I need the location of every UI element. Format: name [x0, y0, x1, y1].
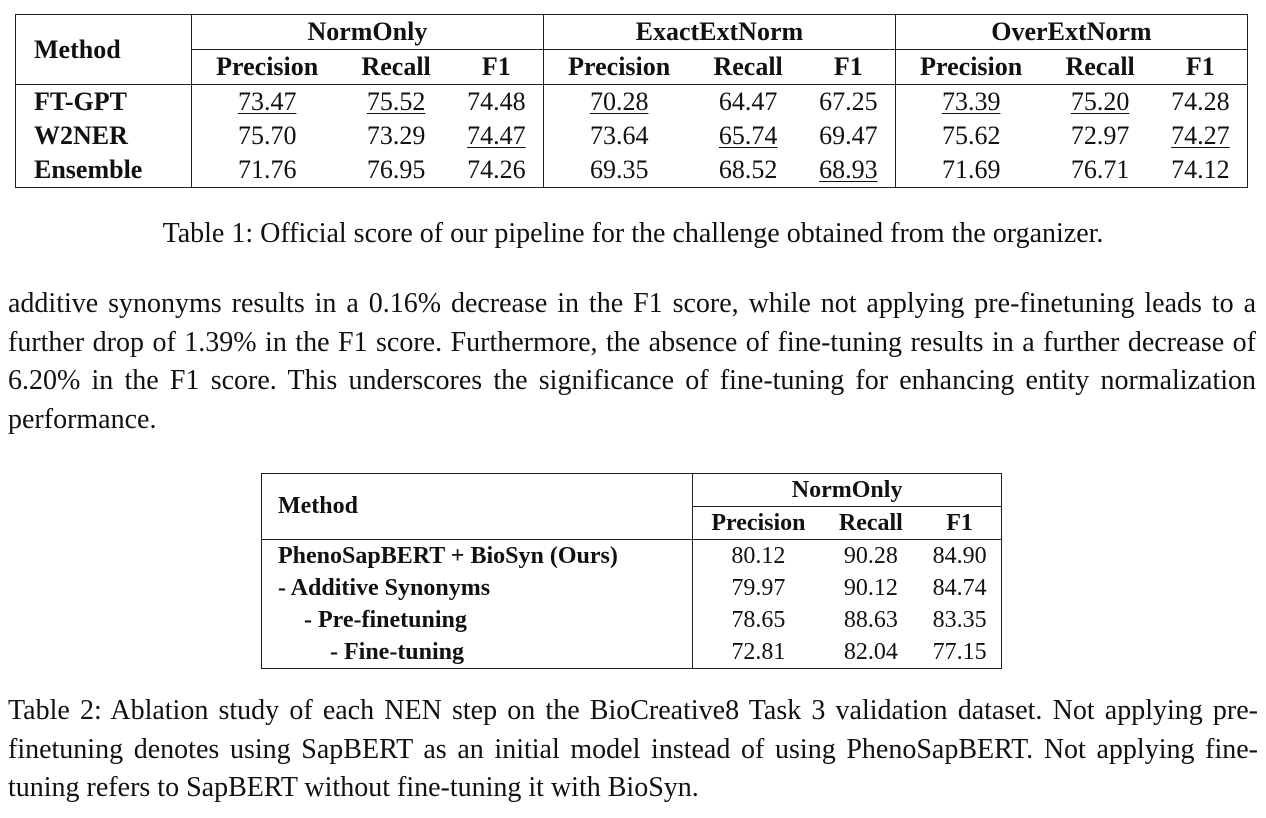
table-cell: 70.28 [589, 87, 649, 116]
table-cell: 83.35 [932, 606, 987, 633]
table-cell: 90.28 [843, 542, 898, 569]
table-cell: 64.47 [718, 87, 778, 116]
table-cell: 74.12 [1171, 155, 1230, 184]
results-table [15, 14, 1248, 188]
table-cell: 80.12 [693, 540, 824, 573]
table-cell: 71.69 [895, 153, 1046, 188]
table-cell: 69.47 [819, 121, 878, 150]
table-cell: 84.90 [932, 542, 987, 569]
table-cell: 68.93 [819, 155, 878, 184]
table-row [16, 119, 1248, 153]
table-cell: 72.81 [693, 636, 824, 669]
group-header-normonly: NormOnly [693, 474, 1002, 507]
table-cell: 77.15 [932, 638, 987, 665]
body-paragraph: additive synonyms results in a 0.16% decrease in the F1 score, while not applying pre-finetuning leads to a further drop of 1.39% in the F1 score. Furthermore, the absence of fine-tuning results in a further decrease of 6.20% in the F1 score. This underscores the significance of fine-tuning for enhancing entity normalization performance. [8, 288, 1256, 435]
row-method: W2NER [34, 121, 128, 150]
col-header-f1: F1 [450, 50, 544, 85]
table-cell: 79.97 [693, 572, 824, 604]
table-cell: 74.28 [1171, 87, 1230, 116]
table-cell: 71.76 [191, 153, 342, 188]
table-cell: 74.27 [1171, 121, 1230, 150]
group-header-overextnorm: OverExtNorm [895, 15, 1247, 50]
table-cell: 74.48 [467, 87, 526, 116]
row-method: - Fine-tuning [330, 638, 465, 665]
ablation-table [261, 473, 1002, 669]
table-cell: 88.63 [843, 606, 898, 633]
table-row [262, 636, 1002, 669]
table-cell: 90.12 [843, 574, 898, 601]
col-header-precision: Precision [191, 50, 342, 85]
group-header-exactextnorm: ExactExtNorm [543, 15, 895, 50]
group-header-normonly: NormOnly [191, 15, 543, 50]
table2-caption: Table 2: Ablation study of each NEN step on the BioCreative8 Task 3 validation dataset. Not applying pre-finetuning denotes using SapBERT as an initial model instead of using PhenoSapBERT. Not applying fine-tuning refers to SapBERT without fine-tuning it with BioSyn. [8, 695, 1258, 803]
col-header-recall: Recall [695, 50, 802, 85]
table-cell: 82.04 [843, 638, 898, 665]
col-header-recall: Recall [1047, 50, 1154, 85]
table-row [262, 604, 1002, 636]
method-header: Method [16, 15, 192, 85]
table-cell: 75.70 [191, 119, 342, 153]
row-method: - Pre-finetuning [304, 606, 467, 633]
table-cell: 76.95 [366, 155, 426, 184]
table-cell: 69.35 [543, 153, 694, 188]
row-method: - Additive Synonyms [278, 574, 491, 601]
table-cell: 68.52 [718, 155, 778, 184]
table-cell: 78.65 [693, 604, 824, 636]
col-header-precision: Precision [543, 50, 694, 85]
table-cell: 73.39 [941, 87, 1001, 116]
col-header-precision: Precision [895, 50, 1046, 85]
row-method: PhenoSapBERT + BioSyn (Ours) [278, 542, 618, 569]
method-header: Method [262, 474, 693, 540]
row-method: Ensemble [34, 155, 143, 184]
table-cell: 67.25 [819, 87, 878, 116]
table-cell: 73.47 [237, 87, 297, 116]
table-row [262, 540, 1002, 573]
table-row [16, 153, 1248, 188]
col-header-precision: Precision [693, 507, 824, 540]
col-header-recall: Recall [343, 50, 450, 85]
col-header-f1: F1 [918, 507, 1001, 540]
table-cell: 74.26 [467, 155, 526, 184]
table-row [16, 85, 1248, 120]
table-row [262, 572, 1002, 604]
table-cell: 75.20 [1070, 87, 1130, 116]
table-cell: 75.62 [895, 119, 1046, 153]
table-cell: 75.52 [366, 87, 426, 116]
table-cell: 76.71 [1070, 155, 1130, 184]
table-cell: 73.29 [366, 121, 426, 150]
table1-caption: Table 1: Official score of our pipeline for the challenge obtained from the organizer. [162, 218, 1104, 249]
table-cell: 74.47 [467, 121, 526, 150]
row-method: FT-GPT [34, 87, 127, 116]
table-cell: 84.74 [932, 574, 987, 601]
col-header-recall: Recall [824, 507, 919, 540]
col-header-f1: F1 [802, 50, 896, 85]
col-header-f1: F1 [1154, 50, 1248, 85]
table-cell: 65.74 [718, 121, 778, 150]
table-cell: 73.64 [543, 119, 694, 153]
table-cell: 72.97 [1070, 121, 1130, 150]
